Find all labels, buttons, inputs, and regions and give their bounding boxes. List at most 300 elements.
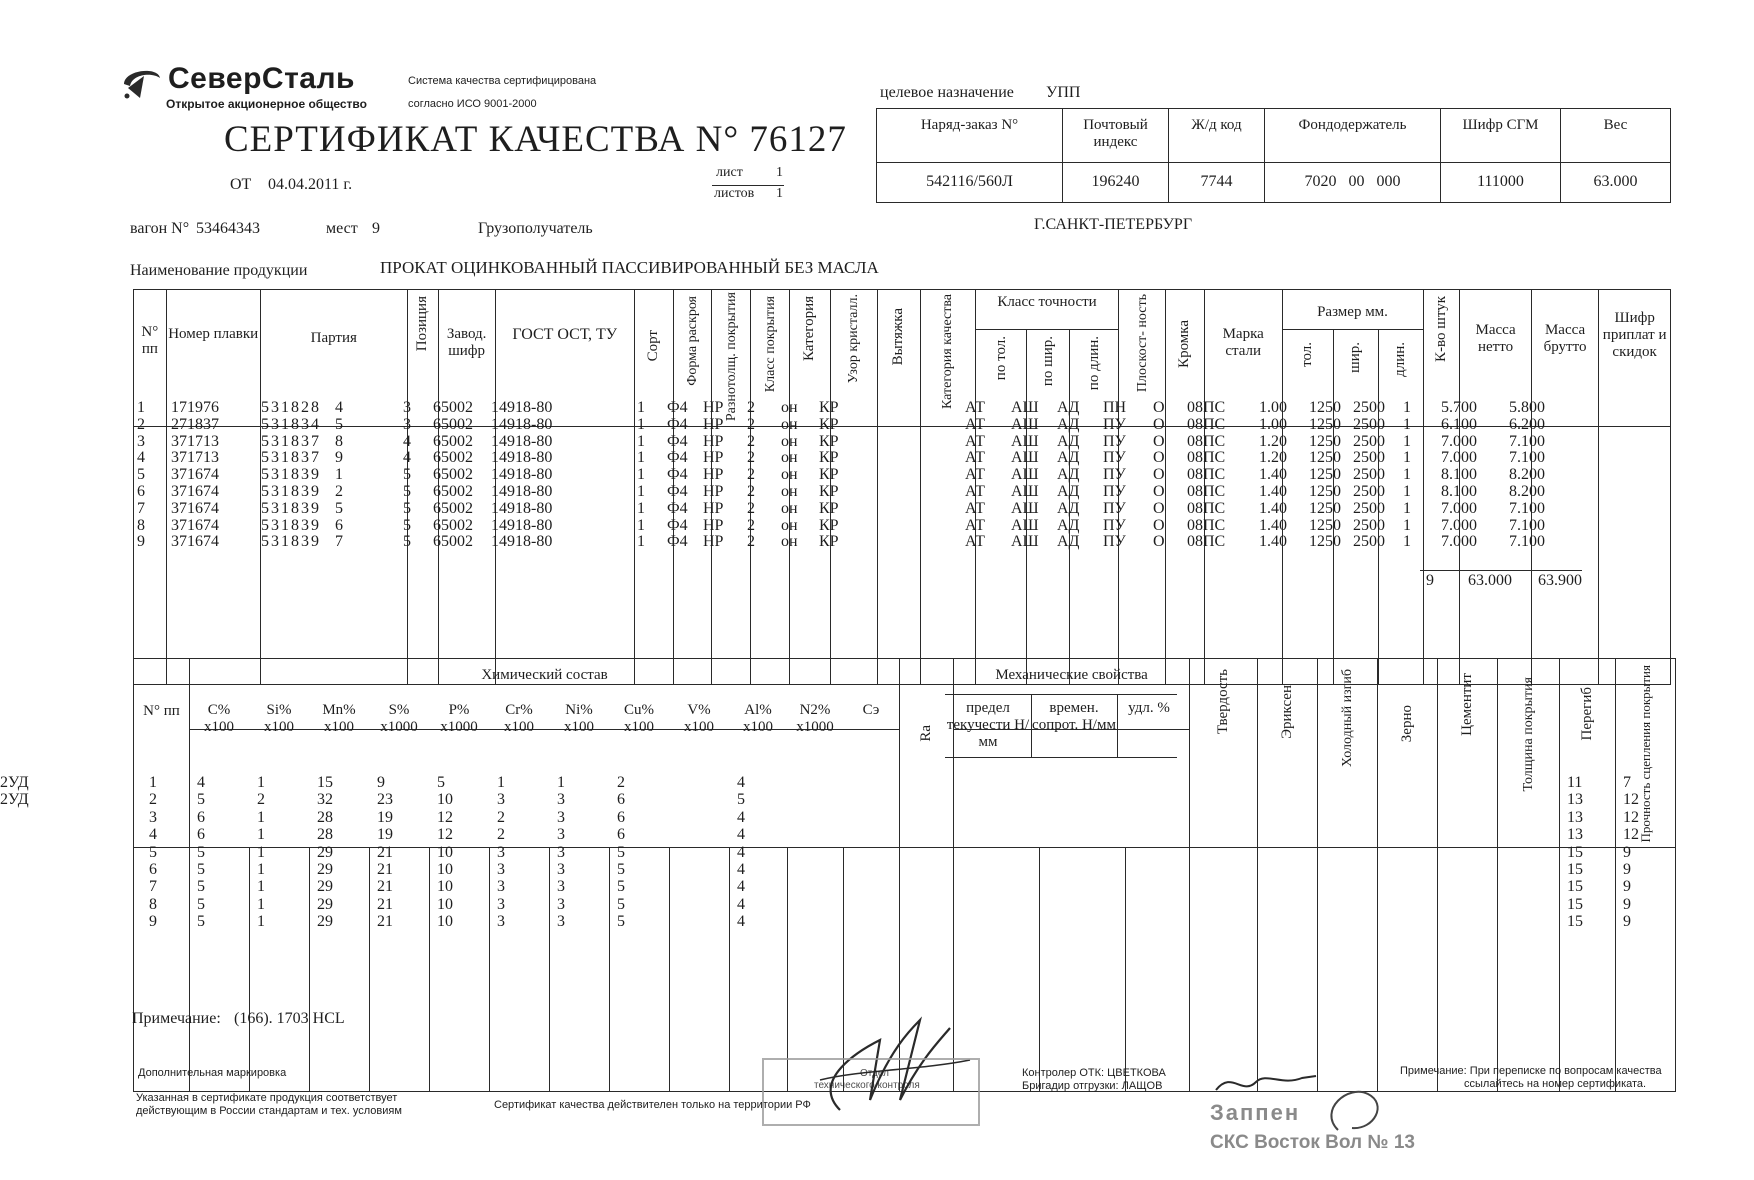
chem-row-2-cell-1: 5 [197, 791, 205, 809]
product-row-2-cell-20: 08ПС [1187, 415, 1226, 433]
product-row-4-cell-4: 4 [403, 449, 411, 467]
product-row-6-cell-7: 1 [637, 483, 645, 500]
chem-header-element-name-9: Al% [744, 702, 772, 718]
header-sort: Сорт [645, 330, 662, 362]
product-row-1-cell-11: он [781, 399, 798, 416]
chem-row-4-cell-7: 3 [557, 826, 565, 844]
product-row-6-cell-23: 2500 [1353, 483, 1385, 500]
product-row-6-cell-26: 8.200 [1509, 483, 1545, 500]
product-row-9-cell-8: Ф4 [667, 533, 688, 551]
chem-row-8-cell-8: 5 [617, 895, 625, 913]
product-row-9-cell-25: 7.000 [1441, 533, 1477, 551]
chem-header-mechanical: Механические свойства [954, 659, 1190, 730]
chem-header-element-3 [369, 702, 429, 736]
chem-row-8-cell-23: 15 [1567, 895, 1583, 913]
chem-row-8-cell-7: 3 [557, 895, 565, 913]
product-row-1-cell-1: 171976 [171, 399, 219, 416]
product-row-6-cell-4: 5 [403, 483, 411, 500]
chem-header-element-scale-8: x100 [684, 719, 714, 735]
product-row-5-cell-0: 5 [137, 466, 145, 484]
order-value-rail-code: 7744 [1169, 163, 1265, 203]
product-row-1-cell-26: 5.800 [1509, 399, 1545, 416]
product-row-8-cell-0: 8 [137, 516, 145, 534]
header-width: шир. [1347, 341, 1364, 373]
product-row-4-cell-7: 1 [637, 449, 645, 467]
product-row-7-cell-12: КР [819, 499, 839, 517]
product-row-7-cell-22: 1250 [1309, 499, 1341, 517]
product-row-5-cell-2: 531839 [261, 466, 321, 484]
certificate-date: 04.04.2011 г. [268, 176, 353, 193]
chem-row-6-cell-5: 10 [437, 861, 453, 878]
chem-row-9-cell-6: 3 [497, 913, 505, 931]
header-category: Категория [801, 296, 818, 361]
chem-header-element-scale-5: x100 [504, 719, 534, 735]
header-accuracy-class: Класс точности [975, 290, 1118, 330]
header-gost: ГОСТ ОСТ, ТУ [495, 290, 634, 427]
total-quantity: 9 [1426, 572, 1434, 589]
company-name: СеверСталь [168, 62, 355, 95]
chem-row-4-cell-0: 4 [149, 826, 157, 844]
product-row-7-cell-24: 1 [1403, 499, 1411, 517]
chem-row-9-cell-5: 10 [437, 913, 453, 931]
chem-header-element-6 [549, 702, 609, 736]
chem-header-element-scale-6: x100 [564, 719, 594, 735]
product-name: ПРОКАТ ОЦИНКОВАННЫЙ ПАССИВИРОВАННЫЙ БЕЗ МАСЛА [380, 258, 879, 277]
chem-header-cold-bend: Холодный изгиб [1340, 669, 1356, 768]
product-row-4-cell-3: 9 [335, 449, 343, 467]
product-row-1-cell-4: 3 [403, 399, 411, 416]
chem-row-3-cell-5: 12 [437, 808, 453, 826]
chem-row-1-cell-7: 1 [557, 774, 565, 791]
total-net-mass: 63.000 [1468, 572, 1512, 589]
product-row-7-cell-0: 7 [137, 499, 145, 517]
chem-row-6-cell-0: 6 [149, 861, 157, 878]
header-thickness: тол. [1299, 341, 1316, 367]
product-row-4-cell-8: Ф4 [667, 449, 688, 467]
product-row-8-cell-8: Ф4 [667, 516, 688, 534]
product-row-7-cell-18: ПУ [1103, 499, 1126, 517]
order-header-fund-holder: Фондодержатель [1265, 109, 1441, 163]
chem-row-7-cell-2: 1 [257, 878, 265, 896]
chem-row-2-cell-3: 32 [317, 791, 333, 809]
product-row-7-cell-15: АТ [965, 499, 985, 517]
chem-header-row-no: N° пп [134, 659, 190, 848]
order-value-postcode: 196240 [1063, 163, 1169, 203]
chem-col-grain [1378, 848, 1438, 1092]
chem-header-element-name-7: Cu% [624, 702, 654, 718]
chem-header-hardness: Твердость [1215, 669, 1232, 734]
chem-row-4-cell-1: 6 [197, 826, 205, 844]
chem-row-1-cell-8: 2 [617, 774, 625, 791]
product-row-4-cell-25: 7.000 [1441, 449, 1477, 467]
header-coating-class: Класс покрытия [762, 296, 778, 393]
product-row-5-cell-25: 8.100 [1441, 466, 1477, 484]
product-row-1-cell-10: 2 [747, 399, 755, 416]
product-row-3-cell-15: АТ [965, 432, 985, 450]
product-row-4-cell-15: АТ [965, 449, 985, 467]
places-label: мест [326, 220, 358, 237]
product-row-6-cell-17: АД [1057, 483, 1080, 500]
chem-row-7-cell-5: 10 [437, 878, 453, 896]
product-row-2-cell-3: 5 [335, 415, 343, 433]
product-row-8-cell-5: 65002 [433, 516, 473, 534]
product-row-4-cell-10: 2 [747, 449, 755, 467]
product-row-1-cell-12: КР [819, 399, 839, 416]
product-row-9-cell-5: 65002 [433, 533, 473, 551]
product-row-3-cell-10: 2 [747, 432, 755, 450]
chem-col-row-no [134, 848, 190, 1092]
product-row-7-cell-25: 7.000 [1441, 499, 1477, 517]
product-row-8-cell-7: 1 [637, 516, 645, 534]
note-value: (166). 1703 HCL [234, 1010, 345, 1027]
product-row-3-cell-0: 3 [137, 432, 145, 450]
purpose-label: целевое назначение [880, 84, 1014, 101]
chem-col-elong [1126, 848, 1190, 1092]
product-row-8-cell-22: 1250 [1309, 516, 1341, 534]
order-header-rail-code: Ж/д код [1169, 109, 1265, 163]
chem-row-2-cell-25: 2УД [0, 791, 29, 809]
chem-row-3-cell-6: 2 [497, 808, 505, 826]
product-row-8-cell-16: АШ [1011, 516, 1039, 534]
product-row-1-cell-7: 1 [637, 399, 645, 416]
product-row-5-cell-24: 1 [1403, 466, 1411, 484]
product-row-1-cell-16: АШ [1011, 399, 1039, 416]
chem-header-element-4 [429, 702, 489, 736]
chem-row-4-cell-3: 28 [317, 826, 333, 844]
chem-row-3-cell-2: 1 [257, 808, 265, 826]
product-row-6-cell-16: АШ [1011, 483, 1039, 500]
header-heat-no: Номер плавки [166, 290, 260, 427]
chem-header-tensile: времен. сопрот. Н/мм [1032, 700, 1116, 733]
chem-header-bend: Перегиб [1579, 687, 1596, 741]
chem-row-4-cell-23: 13 [1567, 826, 1583, 844]
otk-stamp [762, 1058, 980, 1126]
product-row-5-cell-3: 1 [335, 466, 343, 484]
chem-row-8-cell-10: 4 [737, 895, 745, 913]
product-row-4-cell-17: АД [1057, 449, 1080, 467]
chem-row-1-cell-5: 5 [437, 774, 445, 791]
product-row-8-cell-6: 14918-80 [491, 516, 553, 534]
chem-header-element-name-3: S% [388, 702, 410, 718]
product-row-9-cell-16: АШ [1011, 533, 1039, 551]
product-row-5-cell-8: Ф4 [667, 466, 688, 484]
otk-dept-line-1: Отдел [860, 1068, 889, 1079]
product-row-5-cell-15: АТ [965, 466, 985, 484]
product-row-5-cell-18: ПУ [1103, 466, 1126, 484]
chem-header-element-scale-7: x100 [624, 719, 654, 735]
product-row-1-cell-19: О [1153, 399, 1165, 416]
chem-row-6-cell-7: 3 [557, 861, 565, 878]
product-label: Наименование продукции [130, 262, 308, 279]
chem-row-2-cell-2: 2 [257, 791, 265, 809]
product-row-8-cell-23: 2500 [1353, 516, 1385, 534]
consignee-label: Грузополучатель [478, 220, 593, 237]
otk-dept-line-2: технического контроля [814, 1080, 920, 1091]
product-row-1-cell-8: Ф4 [667, 399, 688, 416]
product-row-3-cell-17: АД [1057, 432, 1080, 450]
product-row-9-cell-15: АТ [965, 533, 985, 551]
chem-row-5-cell-3: 29 [317, 843, 333, 861]
sheet-label: лист [716, 165, 743, 180]
chem-row-7-cell-4: 21 [377, 878, 393, 896]
otk-controller: Контролер ОТК: ЦВЕТКОВА [1022, 1067, 1166, 1079]
chem-row-4-cell-10: 4 [737, 826, 745, 844]
chem-row-7-cell-10: 4 [737, 878, 745, 896]
chem-row-8-cell-5: 10 [437, 895, 453, 913]
chem-header-cementite: Цементит [1459, 673, 1476, 736]
chem-row-5-cell-24: 9 [1623, 843, 1631, 861]
product-row-1-cell-2: 531828 [261, 399, 321, 416]
loading-foreman: Бригадир отгрузки: ЛАЩОВ [1022, 1080, 1163, 1092]
chem-header-element-name-8: V% [687, 702, 711, 718]
product-row-2-cell-18: ПУ [1103, 415, 1126, 433]
product-row-7-cell-1: 371674 [171, 499, 219, 517]
qms-line-1: Система качества сертифицирована [408, 75, 597, 87]
chem-row-2-cell-23: 13 [1567, 791, 1583, 809]
product-row-4-cell-22: 1250 [1309, 449, 1341, 467]
product-row-1-cell-3: 4 [335, 399, 343, 416]
product-row-6-cell-8: Ф4 [667, 483, 688, 500]
product-row-2-cell-11: он [781, 415, 798, 433]
chem-row-3-cell-7: 3 [557, 808, 565, 826]
product-row-7-cell-10: 2 [747, 499, 755, 517]
conformity-line-2: действующим в России стандартам и тех. условиям [136, 1105, 402, 1117]
chem-row-6-cell-23: 15 [1567, 861, 1583, 878]
product-row-6-cell-2: 531839 [261, 483, 321, 500]
chem-header-element-scale-10: x1000 [796, 719, 834, 735]
product-row-9-cell-23: 2500 [1353, 533, 1385, 551]
product-row-6-cell-15: АТ [965, 483, 985, 500]
product-row-4-cell-23: 2500 [1353, 449, 1385, 467]
product-row-2-cell-2: 531834 [261, 415, 321, 433]
product-row-8-cell-17: АД [1057, 516, 1080, 534]
chem-header-cementite-cell [1438, 659, 1498, 848]
header-length: длин. [1392, 341, 1409, 377]
product-row-8-cell-15: АТ [965, 516, 985, 534]
product-row-8-cell-9: НР [703, 516, 724, 534]
product-row-6-cell-22: 1250 [1309, 483, 1341, 500]
chem-header-element-name-4: P% [448, 702, 470, 718]
product-row-7-cell-5: 65002 [433, 499, 473, 517]
product-row-5-cell-4: 5 [403, 466, 411, 484]
company-logo [118, 62, 166, 107]
chem-row-9-cell-10: 4 [737, 913, 745, 931]
product-row-3-cell-26: 7.100 [1509, 432, 1545, 450]
order-value-weight: 63.000 [1561, 163, 1671, 203]
product-row-3-cell-21: 1.20 [1259, 432, 1287, 450]
product-row-6-cell-12: КР [819, 483, 839, 500]
severstal-emblem-icon [118, 62, 166, 102]
chem-row-8-cell-3: 29 [317, 895, 333, 913]
wagon-label: вагон N° [130, 220, 190, 237]
product-row-2-cell-21: 1.00 [1259, 415, 1287, 433]
product-row-5-cell-10: 2 [747, 466, 755, 484]
product-row-9-cell-21: 1.40 [1259, 533, 1287, 551]
chem-row-1-cell-4: 9 [377, 774, 385, 791]
product-row-9-cell-22: 1250 [1309, 533, 1341, 551]
product-row-2-cell-4: 3 [403, 415, 411, 433]
product-row-8-cell-26: 7.100 [1509, 516, 1545, 534]
product-row-7-cell-6: 14918-80 [491, 499, 553, 517]
chem-header-elongation: удл. % [1128, 700, 1170, 716]
product-row-1-cell-22: 1250 [1309, 399, 1341, 416]
product-row-4-cell-16: АШ [1011, 449, 1039, 467]
product-row-6-cell-10: 2 [747, 483, 755, 500]
receiver-signature-icon [1212, 1060, 1322, 1100]
product-row-9-cell-12: КР [819, 533, 839, 551]
product-row-4-cell-26: 7.100 [1509, 449, 1545, 467]
product-row-8-cell-10: 2 [747, 516, 755, 534]
chem-header-yield: предел текучести Н/мм [946, 700, 1030, 750]
chem-row-3-cell-4: 19 [377, 808, 393, 826]
product-row-6-cell-11: он [781, 483, 798, 500]
chem-row-2-cell-10: 5 [737, 791, 745, 809]
note-label: Примечание: [132, 1010, 221, 1027]
product-row-3-cell-7: 1 [637, 432, 645, 450]
chem-header-hardness-cell [1190, 659, 1258, 848]
product-row-9-cell-17: АД [1057, 533, 1080, 551]
chem-row-7-cell-1: 5 [197, 878, 205, 896]
mech-subheader-line [945, 694, 1177, 695]
header-plant-code: Завод. шифр [438, 290, 495, 427]
product-row-3-cell-18: ПУ [1103, 432, 1126, 450]
chem-header-coat-thick-cell [1498, 659, 1560, 848]
product-row-1-cell-18: ПН [1103, 399, 1127, 416]
chem-row-1-cell-23: 11 [1567, 774, 1583, 791]
consignee-value: Г.САНКТ-ПЕТЕРБУРГ [1034, 216, 1193, 233]
mech-bottom-line [945, 757, 1177, 758]
chem-header-grain: Зерно [1399, 705, 1416, 743]
chem-row-2-cell-7: 3 [557, 791, 565, 809]
product-row-7-cell-19: О [1153, 499, 1165, 517]
chem-header-element-1 [249, 702, 309, 736]
chem-row-9-cell-24: 9 [1623, 913, 1631, 931]
chem-row-2-cell-5: 10 [437, 791, 453, 809]
product-row-2-cell-19: О [1153, 415, 1165, 433]
product-row-3-cell-6: 14918-80 [491, 432, 553, 450]
product-row-6-cell-24: 1 [1403, 483, 1411, 500]
header-steel-grade: Марка стали [1204, 290, 1282, 427]
product-row-4-cell-24: 1 [1403, 449, 1411, 467]
chem-col-hardness [1190, 848, 1258, 1092]
receiver-stamp-line-2: СКС Восток Вол № 13 [1210, 1132, 1415, 1153]
chem-row-1-cell-10: 4 [737, 774, 745, 791]
header-size: Размер мм. [1282, 290, 1423, 330]
chem-header-element-7 [609, 702, 669, 736]
product-row-7-cell-9: НР [703, 499, 724, 517]
col-surcharge-code [1599, 427, 1671, 685]
product-row-3-cell-22: 1250 [1309, 432, 1341, 450]
chem-row-9-cell-3: 29 [317, 913, 333, 931]
chem-row-8-cell-24: 9 [1623, 895, 1631, 913]
sheet-value: 1 [776, 165, 783, 180]
header-draw-cell [877, 290, 920, 427]
chem-row-9-cell-1: 5 [197, 913, 205, 931]
chem-row-4-cell-24: 12 [1623, 826, 1639, 844]
product-row-5-cell-5: 65002 [433, 466, 473, 484]
product-row-5-cell-21: 1.40 [1259, 466, 1287, 484]
chem-row-9-cell-23: 15 [1567, 913, 1583, 931]
product-row-4-cell-6: 14918-80 [491, 449, 553, 467]
sheets-label: листов [714, 186, 755, 201]
product-row-8-cell-11: он [781, 516, 798, 534]
product-row-2-cell-22: 1250 [1309, 415, 1341, 433]
product-row-2-cell-15: АТ [965, 415, 985, 433]
product-row-9-cell-2: 531839 [261, 533, 321, 551]
product-row-1-cell-20: 08ПС [1187, 399, 1226, 416]
remark-line-1: Примечание: При переписке по вопросам качества [1400, 1065, 1662, 1077]
product-row-4-cell-0: 4 [137, 449, 145, 467]
chem-row-2-cell-24: 12 [1623, 791, 1639, 809]
chem-row-2-cell-0: 2 [149, 791, 157, 809]
product-row-4-cell-21: 1.20 [1259, 449, 1287, 467]
order-header-order: Наряд-заказ N° [877, 109, 1063, 163]
product-row-8-cell-4: 5 [403, 516, 411, 534]
header-quantity: К-во штук [1432, 296, 1449, 362]
product-row-1-cell-21: 1.00 [1259, 399, 1287, 416]
chem-row-7-cell-8: 5 [617, 878, 625, 896]
chem-row-8-cell-6: 3 [497, 895, 505, 913]
order-header-weight: Вес [1561, 109, 1671, 163]
product-row-2-cell-16: АШ [1011, 415, 1039, 433]
product-row-9-cell-9: НР [703, 533, 724, 551]
product-row-4-cell-20: 08ПС [1187, 449, 1226, 467]
chem-row-9-cell-7: 3 [557, 913, 565, 931]
order-table [876, 108, 1671, 203]
total-gross-mass: 63.900 [1538, 572, 1582, 589]
chem-header-element-name-6: Ni% [565, 702, 593, 718]
product-row-3-cell-23: 2500 [1353, 432, 1385, 450]
product-row-6-cell-5: 65002 [433, 483, 473, 500]
chem-row-7-cell-7: 3 [557, 878, 565, 896]
chem-row-5-cell-4: 21 [377, 843, 393, 861]
product-row-5-cell-22: 1250 [1309, 466, 1341, 484]
product-row-7-cell-21: 1.40 [1259, 499, 1287, 517]
product-row-9-cell-4: 5 [403, 533, 411, 551]
chem-row-9-cell-8: 5 [617, 913, 625, 931]
product-row-2-cell-9: НР [703, 415, 724, 433]
product-row-1-cell-17: АД [1057, 399, 1080, 416]
product-row-5-cell-26: 8.200 [1509, 466, 1545, 484]
product-row-9-cell-6: 14918-80 [491, 533, 553, 551]
product-row-9-cell-19: О [1153, 533, 1165, 551]
chem-row-7-cell-24: 9 [1623, 878, 1631, 896]
product-table-body [134, 427, 1671, 685]
header-position: Позиция [414, 296, 431, 352]
chem-header-element-scale-0: x100 [204, 719, 234, 735]
chem-header-element-11 [843, 702, 899, 719]
product-row-3-cell-3: 8 [335, 432, 343, 450]
header-acc-thickness: по тол. [992, 335, 1009, 381]
certificate-title: СЕРТИФИКАТ КАЧЕСТВА N° 76127 [224, 119, 847, 160]
product-row-7-cell-17: АД [1057, 499, 1080, 517]
product-row-9-cell-20: 08ПС [1187, 533, 1226, 551]
product-row-6-cell-9: НР [703, 483, 724, 500]
product-row-3-cell-16: АШ [1011, 432, 1039, 450]
product-row-8-cell-20: 08ПС [1187, 516, 1226, 534]
chem-header-coating-thickness: Толщина покрытия [1521, 677, 1537, 792]
chem-row-4-cell-6: 2 [497, 826, 505, 844]
chem-row-3-cell-1: 6 [197, 808, 205, 826]
product-row-4-cell-11: он [781, 449, 798, 467]
order-header-postcode: Почтовый индекс [1063, 109, 1169, 163]
product-row-8-cell-18: ПУ [1103, 516, 1126, 534]
product-row-2-cell-17: АД [1057, 415, 1080, 433]
product-row-4-cell-19: О [1153, 449, 1165, 467]
product-row-5-cell-1: 371674 [171, 466, 219, 484]
product-row-6-cell-20: 08ПС [1187, 483, 1226, 500]
wagon-number: 53464343 [196, 220, 260, 237]
